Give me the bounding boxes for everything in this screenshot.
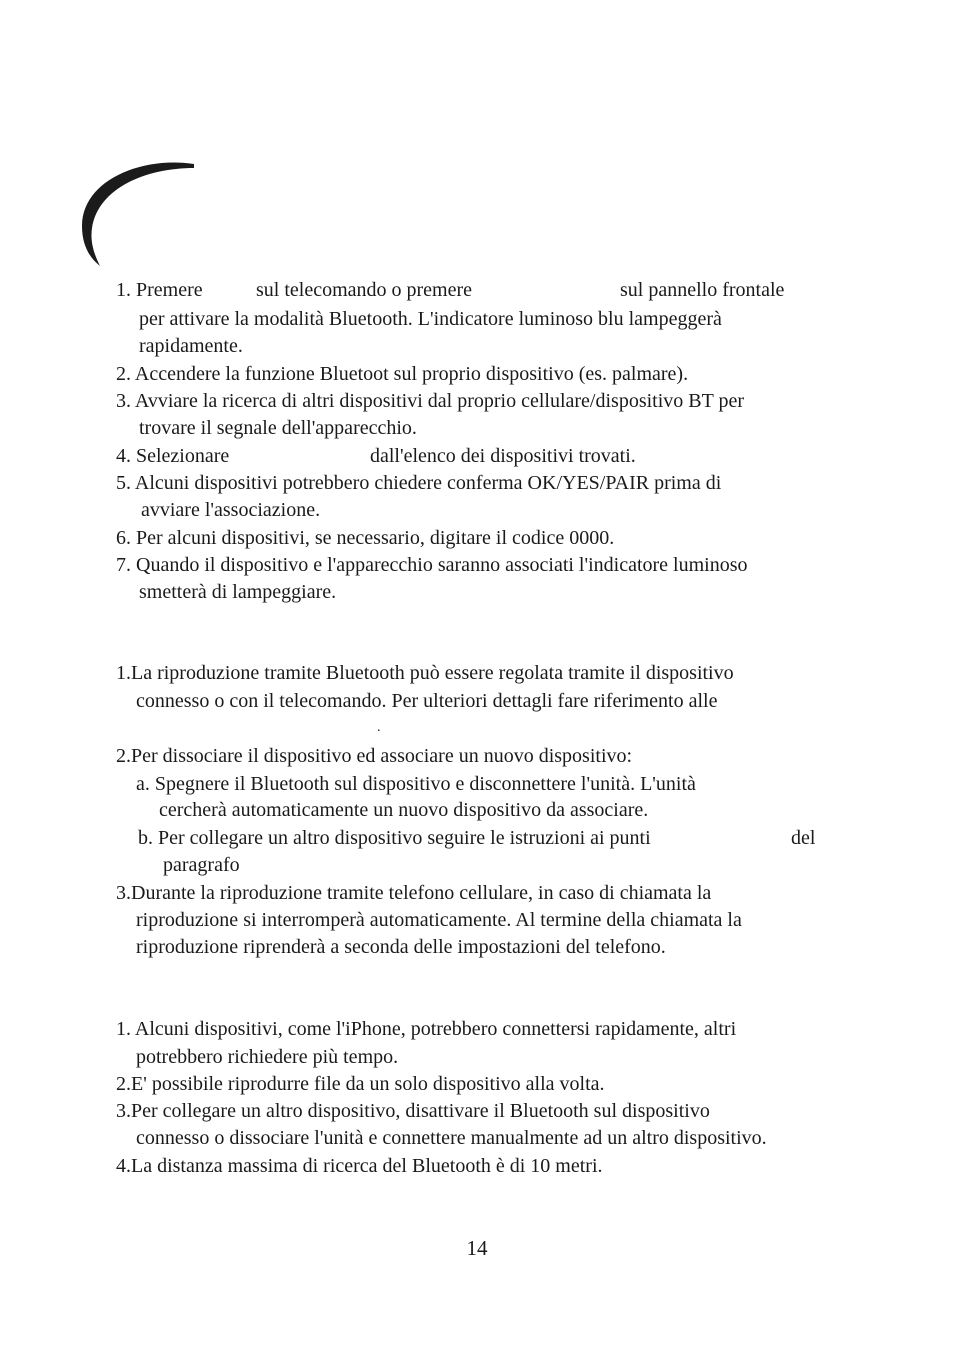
s1-item1-line1b: sul telecomando o premere [256,279,473,301]
s2-item1-line2: connesso o con il telecomando. Per ulteriori dettagli fare riferimento alle [136,690,718,712]
s1-item4: 4. Selezionare [116,445,230,467]
s3-item2: 2.E' possibile riprodurre file da un solo dispositivo alla volta. [116,1073,605,1095]
s1-item1-line3: rapidamente. [139,335,243,357]
s1-item4b: dall'elenco dei dispositivi trovati. [370,445,636,467]
s1-item1-line2: per attivare la modalità Bluetooth. L'indicatore luminoso blu lampeggerà [139,308,722,330]
s3-item3-line2: connesso o dissociare l'unità e connettere manualmente ad un altro dispositivo. [136,1127,767,1149]
s1-item7-line2: smetterà di lampeggiare. [139,581,337,603]
page-number: 14 [466,1236,488,1260]
s3-item4: 4.La distanza massima di ricerca del Bluetooth è di 10 metri. [116,1155,603,1177]
s2-item1-line1: 1.La riproduzione tramite Bluetooth può essere regolata tramite il dispositivo [116,662,734,684]
s2-item3-line2: riproduzione si interromperà automaticamente. Al termine della chiamata la [136,909,742,931]
section-logo-arc [62,150,206,278]
s1-item3-line1: 3. Avviare la ricerca di altri dispositivi dal proprio cellulare/dispositivo BT per [116,390,744,412]
s1-item1-line1c: sul pannello frontale [620,279,785,301]
s2-item2b-line1-end: del [791,827,816,849]
s2-item2a-line1: a. Spegnere il Bluetooth sul dispositivo e disconnettere l'unità. L'unità [136,773,696,795]
s2-item3-line3: riproduzione riprenderà a seconda delle impostazioni del telefono. [136,936,666,958]
s3-item1-line2: potrebbero richiedere più tempo. [136,1046,399,1068]
s3-item3-line1: 3.Per collegare un altro dispositivo, disattivare il Bluetooth sul dispositivo [116,1100,710,1122]
s2-item3-line1: 3.Durante la riproduzione tramite telefono cellulare, in caso di chiamata la [116,882,712,904]
s1-item1-line1: 1. Premere [116,279,203,301]
s2-item1-line3: . [377,720,381,735]
s1-item5-line2: avviare l'associazione. [141,499,321,521]
s2-item2: 2.Per dissociare il dispositivo ed associare un nuovo dispositivo: [116,745,633,767]
s3-item1-line1: 1. Alcuni dispositivi, come l'iPhone, potrebbero connettersi rapidamente, altri [116,1018,737,1040]
s1-item5-line1: 5. Alcuni dispositivi potrebbero chiedere conferma OK/YES/PAIR prima di [116,472,722,494]
s2-item2b-line2: paragrafo [163,854,240,876]
s1-item6: 6. Per alcuni dispositivi, se necessario, digitare il codice 0000. [116,527,615,549]
s1-item3-line2: trovare il segnale dell'apparecchio. [139,417,417,439]
s2-item2b-line1: b. Per collegare un altro dispositivo seguire le istruzioni ai punti [138,827,651,849]
s1-item2: 2. Accendere la funzione Bluetoot sul proprio dispositivo (es. palmare). [116,363,689,385]
s2-item2a-line2: cercherà automaticamente un nuovo dispositivo da associare. [159,799,649,821]
s1-item7-line1: 7. Quando il dispositivo e l'apparecchio saranno associati l'indicatore luminoso [116,554,748,576]
